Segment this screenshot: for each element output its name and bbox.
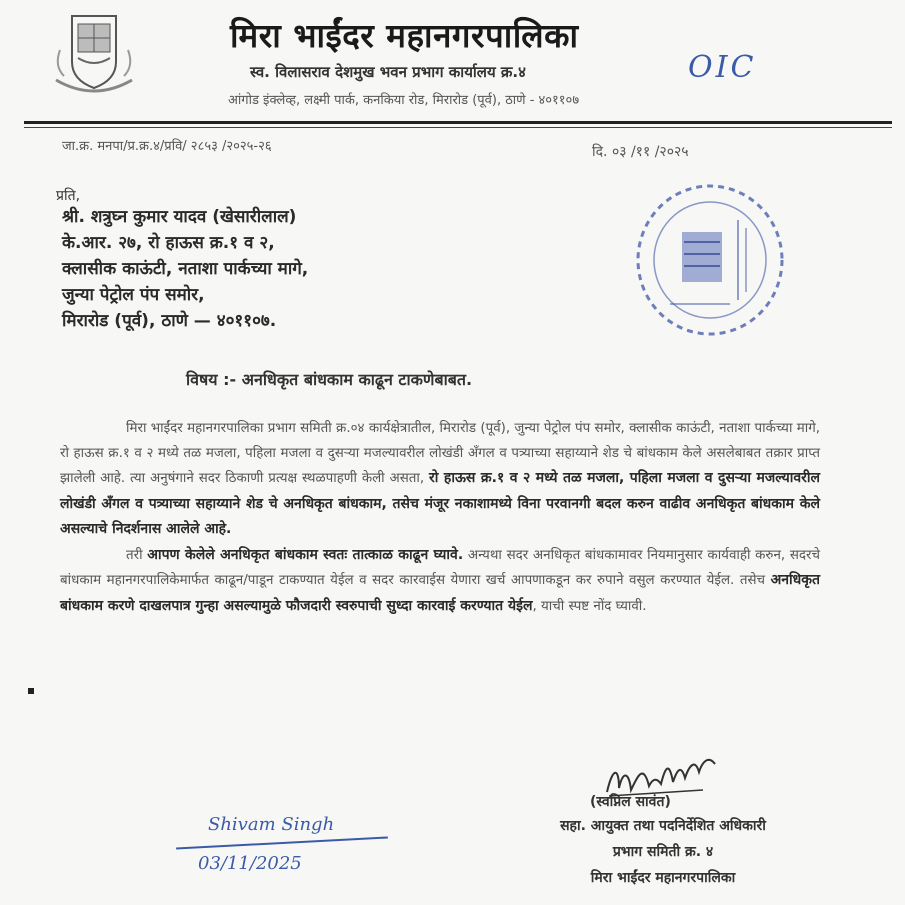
body-text: अन्यथा सदर अनधिकृत बांधकामावर नियमानुसार कार्यवाही करुन, सदरचे बांधकाम महानगरपालिकेमार्फत काढून/पाडून टाकण्यात येईल व सदर कारवाईस येणारा खर्च आपणाकडून कर रुपाने वसुल करण्यात येईल. तसेच (60, 547, 820, 588)
subject-line: विषय :- अनधिकृत बांधकाम काढून टाकणेबाबत. (186, 370, 473, 389)
salutation: प्रति, (56, 188, 81, 204)
receipt-date: 03/11/2025 (198, 853, 302, 874)
body-text: मिरा भाईंदर महानगरपालिका प्रभाग समिती क्र.०४ कार्यक्षेत्रातील, मिरारोड (पूर्व), जुन्या पेट्रोल पंप समोर, क्लासीक काऊंटी, नताशा पार्कच्या मागे, रो हाऊस क्र.१ व २ मध्ये तळ मजला, पहिला मजला व दुसऱ्या मजल्यावरील लोखंडी अँगल व पत्र्याच्या सहाय्याने शेड चे बांधकाम केले असलेबाबत तक्रार प्राप्त झालेली आहे. त्या अनुषंगाने सदर ठिकाणी प्रत्यक्ष स्थळपाहणी केली असता, (60, 421, 820, 486)
officer-organisation: मिरा भाईंदर महानगरपालिका (590, 870, 736, 886)
letterhead-title: मिरा भाईंदर महानगरपालिका (230, 16, 579, 55)
receiver-signature: Shivam Singh (208, 814, 335, 835)
body-emphasis: आपण केलेले अनधिकृत बांधकाम स्वतः तात्काळ काढून घ्यावे. (147, 546, 464, 563)
body-emphasis: अनधिकृत बांधकाम करणे दाखलपात्र गुन्हा असल्यामुळे फौजदारी स्वरुपाची सुध्दा कारवाई करण्यात येईल (60, 572, 820, 614)
body-paragraph-1 (60, 417, 820, 543)
municipal-emblem-icon (50, 10, 138, 98)
reference-number: जा.क्र. मनपा/प्र.क्र.४/प्रवि/ २८५३ /२०२५-२६ (62, 139, 272, 154)
receiver-underline (176, 836, 388, 849)
officer-designation-block (508, 813, 818, 891)
letter-date: दि. ०३ /११ /२०२५ (592, 144, 689, 160)
address-line: श्री. शत्रुघ्न कुमार यादव (खेसारीलाल) (62, 207, 297, 227)
officer-ward: प्रभाग समिती क्र. ४ (612, 844, 714, 860)
header-rule-thin (24, 127, 892, 128)
recipient-address (62, 204, 308, 334)
body-text: , याची स्पष्ट नोंद घ्यावी. (532, 598, 647, 614)
letterhead-address: आंगोड इंक्लेव्ह, लक्ष्मी पार्क, कनकिया रोड, मिरारोड (पूर्व), ठाणे - ४०११०७ (228, 93, 580, 108)
body-emphasis: रो हाऊस क्र.१ व २ मध्ये तळ मजला, पहिला मजला व दुसऱ्या मजल्यावरील लोखंडी अँगल व पत्र्याच्या सहाय्याने शेड चे अनधिकृत बांधकाम, तसेच मंजूर नकाशामध्ये विना परवानगी बदल करुन वाढीव अनधिकृत बांधकाम केले असल्याचे निदर्शनास आलेले आहे. (60, 470, 820, 537)
office-stamp-icon (610, 180, 785, 340)
officer-designation: सहा. आयुक्त तथा पदनिर्देशित अधिकारी (560, 818, 766, 834)
letterhead-office: स्व. विलासराव देशमुख भवन प्रभाग कार्यालय क्र.४ (250, 63, 526, 81)
letter-body (60, 417, 820, 619)
body-text: तरी (126, 547, 143, 563)
body-paragraph-2 (60, 543, 820, 620)
address-line: जुन्या पेट्रोल पंप समोर, (62, 285, 205, 305)
address-line: के.आर. २७, रो हाऊस क्र.१ व २, (62, 233, 275, 253)
handwritten-annotation: OIC (688, 50, 757, 85)
address-line: क्लासीक काऊंटी, नताशा पार्कच्या मागे, (62, 259, 309, 279)
officer-name: (स्वप्निल सावंत) (590, 794, 671, 810)
header-rule (24, 121, 892, 124)
margin-mark (28, 688, 34, 694)
address-line: मिरारोड (पूर्व), ठाणे — ४०११०७. (62, 311, 277, 331)
